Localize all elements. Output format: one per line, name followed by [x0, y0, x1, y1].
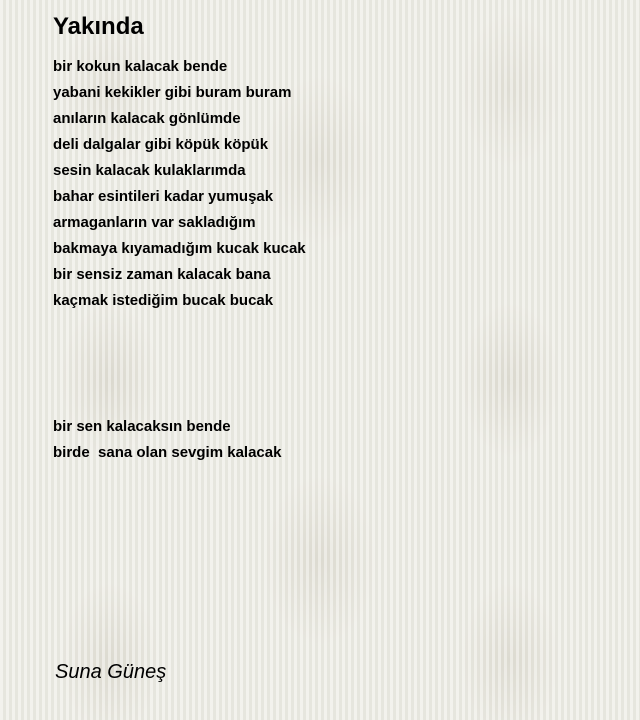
poem-line: bir kokun kalacak bende [53, 58, 228, 75]
poem-line: bakmaya kıyamadığım kucak kucak [53, 240, 306, 257]
poem-title: Yakında [53, 13, 144, 40]
poem-line: kaçmak istediğim bucak bucak [53, 292, 274, 309]
poem-line: bir sensiz zaman kalacak bana [53, 266, 271, 283]
poem-line: anıların kalacak gönlümde [53, 110, 241, 127]
stanza-2 [53, 414, 281, 466]
stanza-1 [53, 54, 306, 314]
poem-line: sesin kalacak kulaklarımda [53, 162, 246, 179]
poem-line: yabani kekikler gibi buram buram [53, 84, 292, 101]
poem-line: birde sana olan sevgim kalacak [53, 444, 282, 461]
poem-line: bahar esintileri kadar yumuşak [53, 188, 274, 205]
poem-author: Suna Güneş [55, 661, 167, 683]
poem-line: deli dalgalar gibi köpük köpük [53, 136, 269, 153]
poem-line: bir sen kalacaksın bende [53, 418, 231, 435]
poem-line: armaganların var sakladığım [53, 214, 256, 231]
